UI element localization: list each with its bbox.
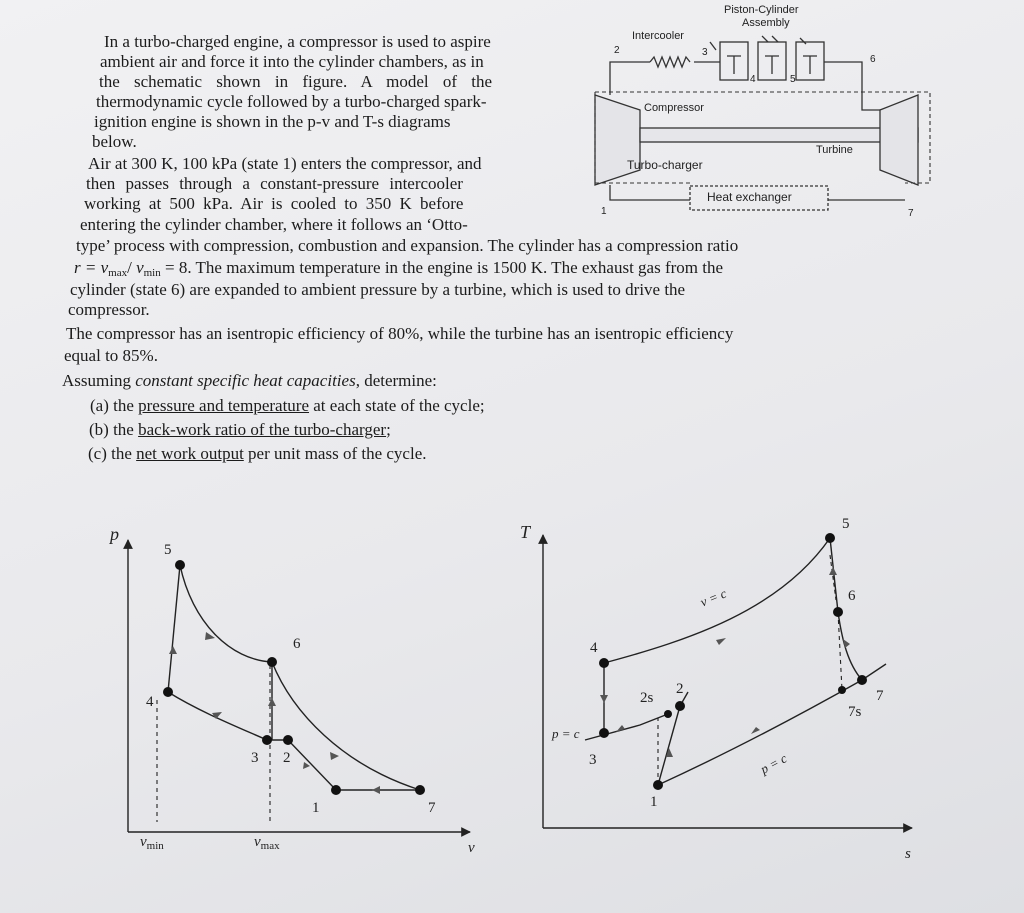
para2-line4: entering the cylinder chamber, where it follows an ‘Otto- xyxy=(80,215,468,234)
ratio-r: r = xyxy=(74,258,101,277)
ts-point-3 xyxy=(599,728,609,738)
item-c-suffix: per unit mass of the cycle. xyxy=(243,444,427,463)
ts-label-1: 1 xyxy=(650,794,658,810)
ts-line-6-7 xyxy=(838,612,862,680)
ts-p-line-mid xyxy=(585,714,668,740)
ts-label-7s: 7s xyxy=(848,704,862,720)
para1-line2: ambient air and force it into the cylinder chambers, as in xyxy=(100,52,484,71)
ts-label-2: 2 xyxy=(676,681,684,697)
ratio-vmin-sub: min xyxy=(143,267,161,279)
item-a-prefix: (a) the xyxy=(90,396,139,415)
item-b-suffix: ; xyxy=(386,420,391,439)
schem-state-6: 6 xyxy=(870,54,876,65)
compressor-label: Compressor xyxy=(644,102,704,114)
schem-state-5: 5 xyxy=(790,74,796,85)
schem-state-4: 4 xyxy=(750,74,756,85)
ts-label-2s: 2s xyxy=(640,690,654,706)
ts-p-const-high-label: p = c xyxy=(757,750,790,777)
pv-label-7: 7 xyxy=(428,800,436,816)
ratio-vmax-sub: max xyxy=(108,267,128,279)
ts-arrow-3-4 xyxy=(600,695,608,703)
ts-arrow-7-1 xyxy=(751,727,760,734)
schem-state-3: 3 xyxy=(702,47,708,58)
assume-suffix: , determine: xyxy=(355,371,437,390)
ts-arrow-5-6 xyxy=(829,567,837,575)
pv-vmin-v: v xyxy=(140,834,147,850)
turbocharger-label: Turbo-charger xyxy=(627,158,703,172)
ratio-slash: / xyxy=(127,258,137,277)
para2-line5: type’ process with compression, combustion and expansion. The cylinder has a compression ratio xyxy=(76,236,739,255)
ts-point-7 xyxy=(857,675,867,685)
item-a-underline: pressure and temperature xyxy=(138,396,310,415)
ts-label-6: 6 xyxy=(848,588,856,604)
ts-arrow-4-5 xyxy=(716,638,726,645)
assume-prefix: Assuming xyxy=(62,371,136,390)
para3-line1: cylinder (state 6) are expanded to ambient pressure by a turbine, which is used to drive the xyxy=(70,280,686,299)
heat-exchanger-label: Heat exchanger xyxy=(707,190,792,204)
ts-point-5 xyxy=(825,533,835,543)
ts-ylabel: T xyxy=(520,522,531,542)
pv-xlabel: v xyxy=(468,840,475,856)
intercooler-label: Intercooler xyxy=(632,30,684,42)
para1-line5: ignition engine is shown in the p-v and T-s diagrams xyxy=(94,112,451,131)
pv-label-1: 1 xyxy=(312,800,320,816)
ts-point-4 xyxy=(599,658,609,668)
para1-line3: the schematic shown in figure. A model of the xyxy=(99,72,493,91)
ts-label-4: 4 xyxy=(590,640,598,656)
assume-italic: constant specific heat capacities xyxy=(135,371,356,390)
pv-ylabel: p xyxy=(110,524,119,544)
para4-line2: equal to 85%. xyxy=(64,346,158,365)
para1-line1: In a turbo-charged engine, a compressor is used to aspire xyxy=(104,32,491,51)
pv-label-6: 6 xyxy=(293,636,301,652)
para2-line3: working at 500 kPa. Air is cooled to 350 K before xyxy=(84,194,464,213)
para1-line6: below. xyxy=(92,132,137,151)
ratio-vmax: v xyxy=(100,258,109,277)
ts-label-7: 7 xyxy=(876,688,884,704)
ts-point-2 xyxy=(675,701,685,711)
schem-state-2: 2 xyxy=(614,45,620,56)
pv-vmax-v: v xyxy=(254,834,261,850)
ratio-vmin: v xyxy=(136,258,144,277)
para4-line1: The compressor has an isentropic efficiency of 80%, while the turbine has an isentropic efficiency xyxy=(66,324,734,343)
pv-label-4: 4 xyxy=(146,694,154,710)
ts-point-1 xyxy=(653,780,663,790)
ts-xlabel: s xyxy=(905,846,911,862)
turbine-label: Turbine xyxy=(816,144,853,156)
pv-vmin-sub: min xyxy=(146,840,164,852)
item-c-prefix: (c) the xyxy=(88,444,137,463)
item-c-underline: net work output xyxy=(136,444,244,463)
item-b-underline: back-work ratio of the turbo-charger xyxy=(138,420,387,439)
item-a-suffix: at each state of the cycle; xyxy=(309,396,485,415)
para2-line1: Air at 300 K, 100 kPa (state 1) enters the compressor, and xyxy=(88,154,482,173)
item-b-prefix: (b) the xyxy=(89,420,139,439)
ts-point-2s xyxy=(664,710,672,718)
pv-label-2: 2 xyxy=(283,750,291,766)
piston-label-1: Piston-Cylinder xyxy=(724,4,799,16)
pv-label-3: 3 xyxy=(251,750,259,766)
ts-arrow-6-7 xyxy=(843,639,850,648)
pv-vmax-sub: max xyxy=(260,840,280,852)
pv-label-5: 5 xyxy=(164,542,172,558)
ts-point-7s xyxy=(838,686,846,694)
ts-p-const-low-label: p = c xyxy=(552,726,580,741)
para1-line4: thermodynamic cycle followed by a turbo-charged spark- xyxy=(96,92,487,111)
ts-label-5: 5 xyxy=(842,516,850,532)
schem-state-1: 1 xyxy=(601,206,607,217)
para3-line2: compressor. xyxy=(68,300,150,319)
ts-v-const-label: v = c xyxy=(697,585,729,610)
piston-label-2: Assembly xyxy=(742,17,790,29)
ratio-rest: = 8. The maximum temperature in the engine is 1500 K. The exhaust gas from the xyxy=(160,258,724,277)
ts-point-6 xyxy=(833,607,843,617)
schem-state-7: 7 xyxy=(908,208,914,219)
para2-line2: then passes through a constant-pressure intercooler xyxy=(86,174,463,193)
ts-label-3: 3 xyxy=(589,752,597,768)
